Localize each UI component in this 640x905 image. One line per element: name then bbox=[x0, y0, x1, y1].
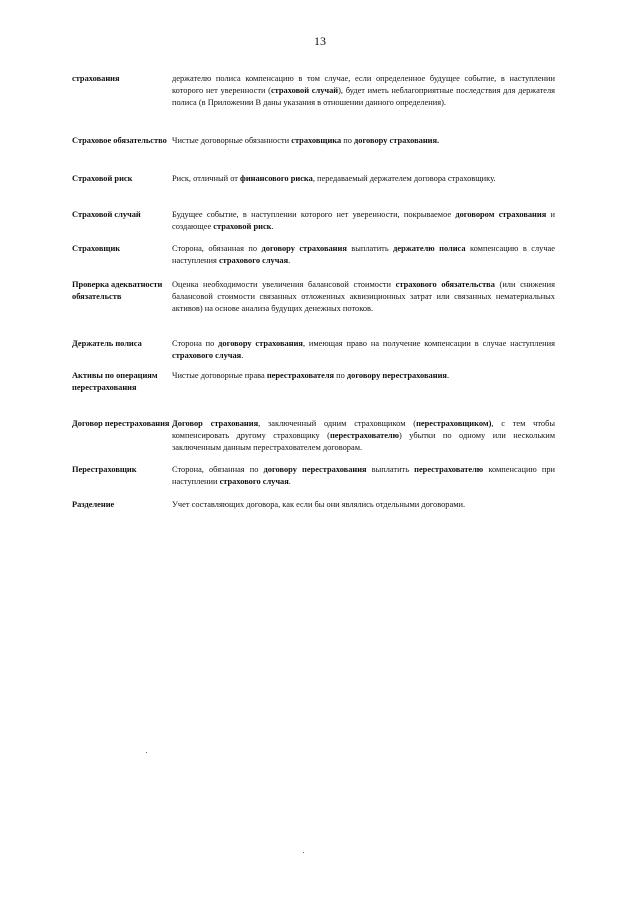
glossary-entry bbox=[72, 73, 562, 135]
definition-text: выплатить bbox=[366, 465, 415, 474]
defined-term-reference: страховой случай bbox=[270, 86, 339, 96]
glossary-definition bbox=[172, 279, 555, 316]
glossary-definition bbox=[172, 464, 555, 488]
glossary-term: Перестраховщик bbox=[72, 465, 137, 474]
definition-text: , имеющая право на получение компенсации в случае наступления bbox=[302, 339, 555, 348]
glossary-entry bbox=[72, 135, 562, 173]
defined-term-reference: договору перестрахования bbox=[346, 371, 447, 380]
glossary-term: Страховой случай bbox=[72, 210, 141, 219]
definition-text: . bbox=[288, 256, 291, 266]
glossary-entry bbox=[72, 209, 562, 243]
glossary-term: Страховщик bbox=[72, 244, 121, 253]
definition-text: и создающее bbox=[172, 210, 556, 232]
definition-text: компенсацию в случае наступления bbox=[172, 244, 555, 266]
defined-term-reference: перестрахователя bbox=[266, 371, 335, 380]
definition-text: Сторона, обязанная по bbox=[172, 465, 264, 474]
glossary-entry bbox=[72, 243, 562, 279]
definition-text: . bbox=[241, 351, 244, 361]
glossary-definition bbox=[172, 135, 555, 147]
definition-text: . bbox=[288, 477, 291, 487]
defined-term-reference: договором страхования bbox=[455, 210, 547, 219]
glossary-term: Проверка адекватности обязательств bbox=[72, 280, 163, 302]
glossary-term: страхования bbox=[72, 74, 120, 83]
definition-text: Учет составляющих договора, как если бы они являлись отдельными договорами. bbox=[172, 500, 466, 509]
definition-text: . bbox=[271, 222, 274, 232]
glossary-table bbox=[72, 73, 562, 519]
defined-term-reference: договору страхования. bbox=[354, 136, 440, 145]
glossary-term: Договор перестрахования bbox=[72, 419, 170, 428]
definition-text: Сторона, обязанная по bbox=[172, 244, 262, 253]
defined-term-reference: страхового обязательства bbox=[395, 280, 495, 289]
defined-term-reference: страхового случая bbox=[219, 477, 289, 487]
glossary-term: Страховой риск bbox=[72, 174, 133, 183]
glossary-entry bbox=[72, 418, 562, 464]
glossary-term: Разделение bbox=[72, 500, 115, 509]
glossary-term: Активы по операциям перестрахования bbox=[72, 371, 158, 393]
definition-text: Сторона по bbox=[172, 339, 219, 348]
definition-text: , заключенный одним страховщиком ( bbox=[258, 419, 417, 428]
glossary-definition bbox=[172, 243, 555, 267]
definition-text: Чистые договорные обязанности bbox=[172, 136, 292, 145]
definition-text: ) убытки по одному или нескольким заключенным данным перестрахователем договорам. bbox=[172, 431, 555, 453]
glossary-definition bbox=[172, 499, 555, 511]
defined-term-reference: перестрахователю bbox=[329, 431, 400, 441]
glossary-term: Держатель полиса bbox=[72, 339, 142, 348]
defined-term-reference: страховой риск bbox=[213, 222, 272, 232]
defined-term-reference: страхового случая bbox=[218, 256, 289, 266]
scan-speck bbox=[146, 752, 147, 753]
glossary-term: Страховое обязательство bbox=[72, 136, 167, 145]
glossary-definition bbox=[172, 338, 555, 362]
definition-text: , передаваемый держателем договора страховщику. bbox=[312, 174, 496, 183]
definition-text: Риск, отличный от bbox=[172, 174, 241, 183]
definition-text: (или снижения балансовой стоимости связанных отложенных аквизиционных затрат или связанных нематериальных активов) на основе анализа будущих денежных потоков. bbox=[172, 280, 555, 314]
glossary-definition bbox=[172, 73, 555, 110]
defined-term-reference: держателю полиса bbox=[393, 244, 466, 253]
glossary-entry bbox=[72, 173, 562, 209]
definition-text: Чистые договорные права bbox=[172, 371, 267, 380]
definition-text: Будущее событие, в наступлении которого нет уверенности, покрываемое bbox=[172, 210, 456, 219]
defined-term-reference: договору страхования bbox=[218, 339, 303, 348]
definition-text: , с тем чтобы компенсировать другому страховщику ( bbox=[172, 419, 555, 441]
glossary-definition bbox=[172, 209, 555, 233]
definition-text: по bbox=[334, 371, 347, 380]
glossary-entry bbox=[72, 279, 562, 338]
defined-term-reference: договору страхования bbox=[261, 244, 347, 253]
definition-text: ), будет иметь неблагоприятные последствия для держателя полиса (в Приложении В даны указания в отношении данного определения). bbox=[172, 86, 555, 108]
definition-text: по bbox=[341, 136, 355, 145]
scan-speck bbox=[303, 852, 304, 853]
glossary-entry bbox=[72, 370, 562, 418]
definition-text: держателю полиса компенсацию в том случае, если определенное будущее событие, в наступлении которого нет уверенности ( bbox=[172, 74, 555, 96]
defined-term-reference: страхового случая bbox=[172, 351, 242, 361]
defined-term-reference: Договор страхования bbox=[172, 419, 259, 428]
defined-term-reference: договору перестрахования bbox=[263, 465, 367, 474]
definition-text: Оценка необходимости увеличения балансовой стоимости bbox=[172, 280, 396, 289]
glossary-definition bbox=[172, 418, 555, 455]
glossary-definition bbox=[172, 370, 555, 382]
glossary-definition bbox=[172, 173, 555, 185]
glossary-entry bbox=[72, 464, 562, 499]
page-number: 13 bbox=[314, 34, 326, 48]
glossary-entry bbox=[72, 499, 562, 519]
defined-term-reference: финансового риска bbox=[240, 174, 313, 183]
definition-text: . bbox=[446, 371, 450, 380]
definition-text: выплатить bbox=[346, 244, 394, 253]
definition-text: компенсацию при наступлении bbox=[172, 465, 555, 487]
defined-term-reference: перестрахователю bbox=[414, 465, 484, 474]
glossary-entry bbox=[72, 338, 562, 370]
defined-term-reference: перестраховщиком) bbox=[416, 419, 492, 428]
defined-term-reference: страховщика bbox=[291, 136, 342, 145]
